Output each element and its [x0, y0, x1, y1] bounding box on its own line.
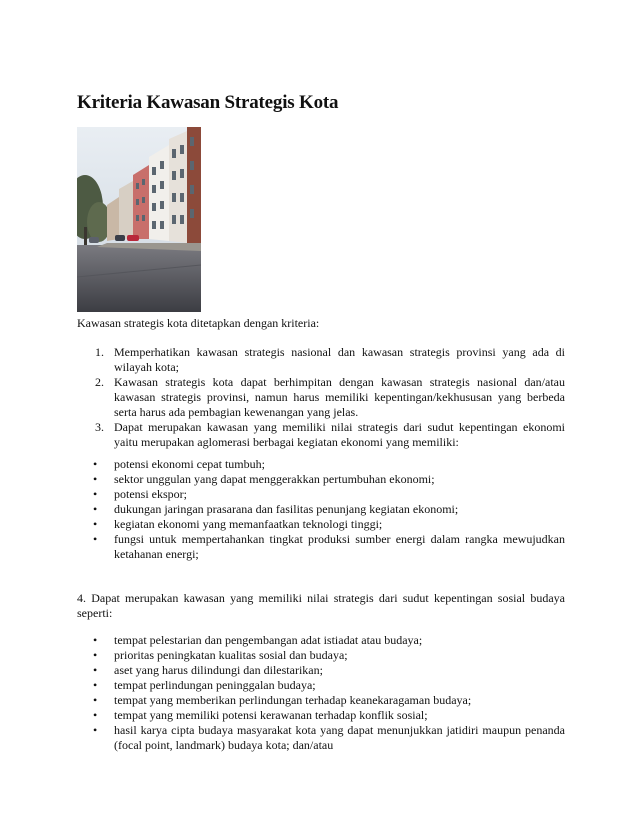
list-item: • hasil karya cipta budaya masyarakat kota yang dapat menunjukkan jatidiri maupun penanda (focal point, landmark) budaya kota; dan/atau [77, 723, 565, 753]
list-item-text: Memperhatikan kawasan strategis nasional dan kawasan strategis provinsi yang ada di wilayah kota; [114, 345, 565, 374]
point-4-paragraph: 4. Dapat merupakan kawasan yang memiliki nilai strategis dari sudut kepentingan sosial budaya seperti: [77, 591, 565, 620]
list-item: • dukungan jaringan prasarana dan fasilitas penunjang kegiatan ekonomi; [77, 502, 565, 517]
intro-paragraph: Kawasan strategis kota ditetapkan dengan kriteria: [77, 316, 320, 330]
street-photo [77, 127, 201, 312]
list-item: • prioritas peningkatan kualitas sosial dan budaya; [77, 648, 565, 663]
list-item: • tempat yang memiliki potensi kerawanan terhadap konflik sosial; [77, 708, 565, 723]
economy-bullet-list [77, 457, 565, 562]
list-number: 2. [95, 375, 104, 389]
list-item-text: Kawasan strategis kota dapat berhimpitan dengan kawasan strategis nasional dan/atau kawasan strategis provinsi, namun harus memiliki kepentingan/kekhususan yang berbeda serta harus ada pembagian kewenangan yang jelas. [114, 375, 565, 419]
list-item: • potensi ekspor; [77, 487, 565, 502]
list-number: 3. [95, 420, 104, 434]
social-bullet-list [77, 633, 565, 753]
list-item [77, 375, 565, 420]
page-title: Kriteria Kawasan Strategis Kota [77, 92, 339, 113]
list-item: • tempat pelestarian dan pengembangan adat istiadat atau budaya; [77, 633, 565, 648]
list-number: 1. [95, 345, 104, 359]
criteria-numbered-list [77, 345, 565, 450]
list-item-text: Dapat merupakan kawasan yang memiliki nilai strategis dari sudut kepentingan ekonomi yaitu merupakan aglomerasi berbagai kegiatan ekonomi yang memiliki: [114, 420, 565, 449]
list-item: • fungsi untuk mempertahankan tingkat produksi sumber energi dalam rangka mewujudkan ketahanan energi; [77, 532, 565, 562]
list-item: • tempat perlindungan peninggalan budaya; [77, 678, 565, 693]
list-item [77, 345, 565, 375]
list-item: • tempat yang memberikan perlindungan terhadap keanekaragaman budaya; [77, 693, 565, 708]
list-item: • potensi ekonomi cepat tumbuh; [77, 457, 565, 472]
list-item: • aset yang harus dilindungi dan dilestarikan; [77, 663, 565, 678]
list-item: • sektor unggulan yang dapat menggerakkan pertumbuhan ekonomi; [77, 472, 565, 487]
list-item [77, 420, 565, 450]
list-item: • kegiatan ekonomi yang memanfaatkan teknologi tinggi; [77, 517, 565, 532]
